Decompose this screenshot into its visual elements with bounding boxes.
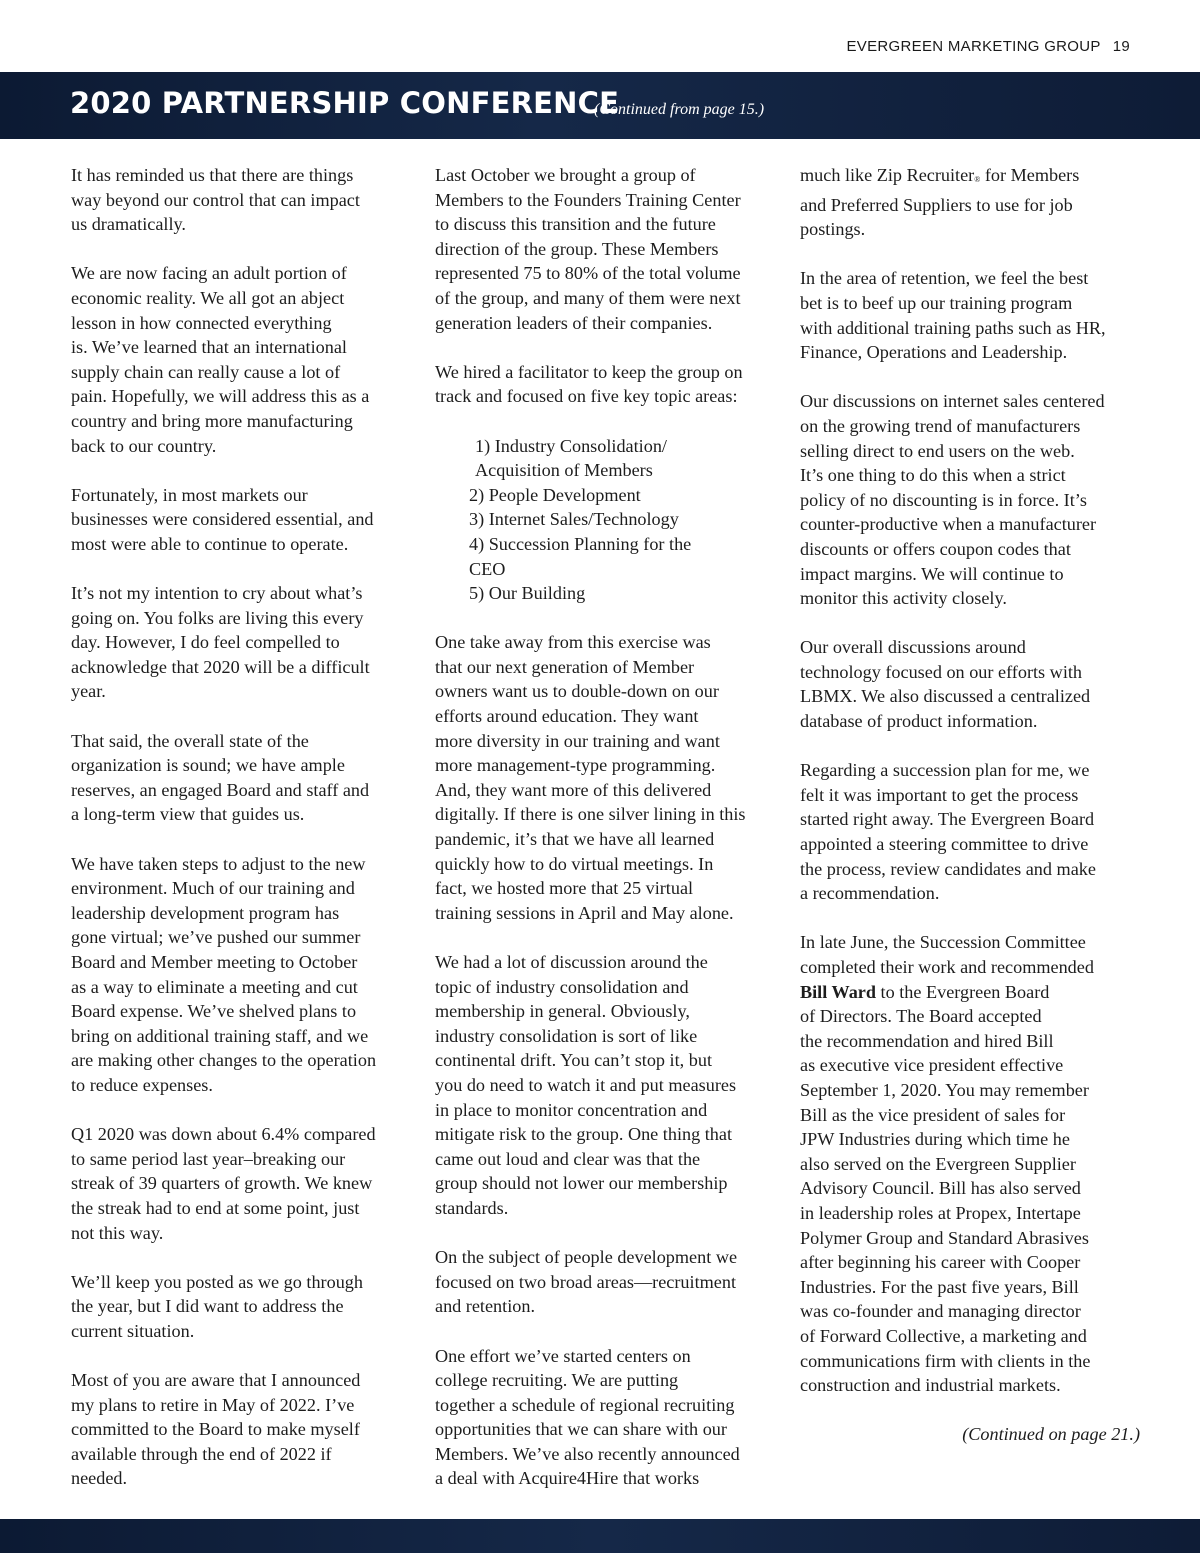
topic-list: [435, 434, 775, 606]
paragraph: We’ll keep you posted as we go through the year, but I did want to address the current situation.: [71, 1271, 363, 1341]
paragraph: We have taken steps to adjust to the new environment. Much of our training and leadership development program has gone virtual; we’ve pushed our summer Board and Member meeting to October as a way to eliminate a meeting and cut Board expense. We’ve shelved plans to bring on additional training staff, and we are making other changes to the operation to reduce expenses.: [71, 853, 377, 1095]
paragraph: We are now facing an adult portion of economic reality. We all got an abject lesson in how connected everything is. We’ve learned that an international supply chain can really cause a lot of pain. Hopefully, we will address this as a country and bring more manufacturing back to our country.: [71, 263, 370, 456]
paragraph: We had a lot of discussion around the topic of industry consolidation and membership in general. Obviously, industry consolidation is sort of like continental drift. You can’t stop it, but you do need to watch it and put measures in place to monitor concentration and mitigate risk to the group. One thing that came out loud and clear was that the group should not lower our membership standards.: [435, 952, 737, 1218]
paragraph: [800, 930, 1140, 1397]
running-header: [847, 38, 1131, 55]
section-banner: [0, 72, 1200, 139]
paragraph: It’s not my intention to cry about what’s going on. You folks are living this every day. However, I do feel compelled to acknowledge that 2020 will be a difficult year.: [71, 583, 370, 702]
paragraph: One take away from this exercise was that our next generation of Member owners want us to double-down on our efforts around education. They want more diversity in our training and want more management-type programming. And, they want more of this delivered digitally. If there is one silver lining in this pandemic, it’s that we have all learned quickly how to do virtual meetings. In fact, we hosted more that 25 virtual training sessions in April and May alone.: [435, 632, 746, 923]
topic-item: 3) Internet Sales/Technology: [469, 509, 679, 530]
registered-mark: ®: [974, 175, 981, 184]
section-title: 2020 PARTNERSHIP CONFERENCE: [70, 86, 620, 120]
publication-name: EVERGREEN MARKETING GROUP: [846, 38, 1101, 55]
paragraph: One effort we’ve started centers on college recruiting. We are putting together a schedule of regional recruiting opportunities that we can share with our Members. We’ve also recently announced a deal with Acquire4Hire that works: [435, 1345, 740, 1489]
paragraph: Most of you are aware that I announced my plans to retire in May of 2022. I’ve committed to the Board to make myself available through the end of 2022 if needed.: [71, 1370, 361, 1489]
person-name: Bill Ward: [800, 981, 876, 1002]
paragraph: Our discussions on internet sales centered on the growing trend of manufacturers selling direct to end users on the web. It’s one thing to do this when a strict policy of no discounting is in force. It’s counter-productive when a manufacturer discounts or offers coupon codes that impact margins. We will continue to monitor this activity closely.: [800, 391, 1105, 609]
paragraph: Regarding a succession plan for me, we felt it was important to get the process started right away. The Evergreen Board appointed a steering committee to drive the process, review candidates and make a recommendation.: [800, 760, 1096, 904]
text-run: to the Evergreen Board of Directors. The Board accepted the recommendation and hired Bill as executive vice president effective September 1, 2020. You may remember Bill as the vice president of sales for JPW Industries during which time he also served on the Evergreen Supplier Advisory Council. Bill has also served in leadership roles at Propex, Intertape Polymer Group and Standard Abrasives after beginning his career with Cooper Industries. For the past five years, Bill was co-founder and managing director of Forward Collective, a marketing and communications firm with clients in the construction and industrial markets.: [800, 981, 1091, 1396]
paragraph: [800, 163, 1140, 242]
article-column-3: [800, 163, 1140, 1471]
text-run: In late June, the Succession Committee completed their work and recommended: [800, 932, 1094, 977]
paragraph: Fortunately, in most markets our businesses were considered essential, and most were able to continue to operate.: [71, 484, 374, 554]
paragraph: We hired a facilitator to keep the group on track and focused on five key topic areas:: [435, 361, 743, 407]
topic-item: 5) Our Building: [469, 583, 586, 604]
paragraph: It has reminded us that there are things way beyond our control that can impact us dramatically.: [71, 165, 360, 235]
paragraph: Last October we brought a group of Members to the Founders Training Center to discuss this transition and the future direction of the group. These Members represented 75 to 80% of the total volume of the group, and many of them were next generation leaders of their companies.: [435, 165, 741, 333]
text-run: for Members and Preferred Suppliers to use for job postings.: [800, 165, 1080, 240]
article-column-2: [435, 163, 775, 1516]
continued-on-note: (Continued on page 21.): [962, 1424, 1140, 1445]
topic-item: 1) Industry Consolidation/ Acquisition of Members: [475, 435, 667, 481]
page-number: 19: [1112, 38, 1130, 55]
article-column-1: [71, 163, 406, 1516]
paragraph: Q1 2020 was down about 6.4% compared to same period last year–breaking our streak of 39 quarters of growth. We knew the streak had to end at some point, just not this way.: [71, 1124, 376, 1243]
paragraph: Our overall discussions around technology focused on our efforts with LBMX. We also discussed a centralized database of product information.: [800, 637, 1091, 732]
paragraph: On the subject of people development we focused on two broad areas—recruitment and retention.: [435, 1247, 738, 1317]
paragraph: That said, the overall state of the organization is sound; we have ample reserves, an engaged Board and staff and a long-term view that guides us.: [71, 730, 370, 825]
paragraph: In the area of retention, we feel the best bet is to beef up our training program with additional training paths such as HR, Finance, Operations and Leadership.: [800, 268, 1106, 363]
continued-from-note: (Continued from page 15.): [594, 101, 765, 118]
topic-item: 2) People Development: [469, 484, 641, 505]
topic-item: 4) Succession Planning for the CEO: [469, 533, 692, 579]
text-run: much like Zip Recruiter: [800, 165, 975, 185]
footer-bar: [0, 1519, 1200, 1553]
